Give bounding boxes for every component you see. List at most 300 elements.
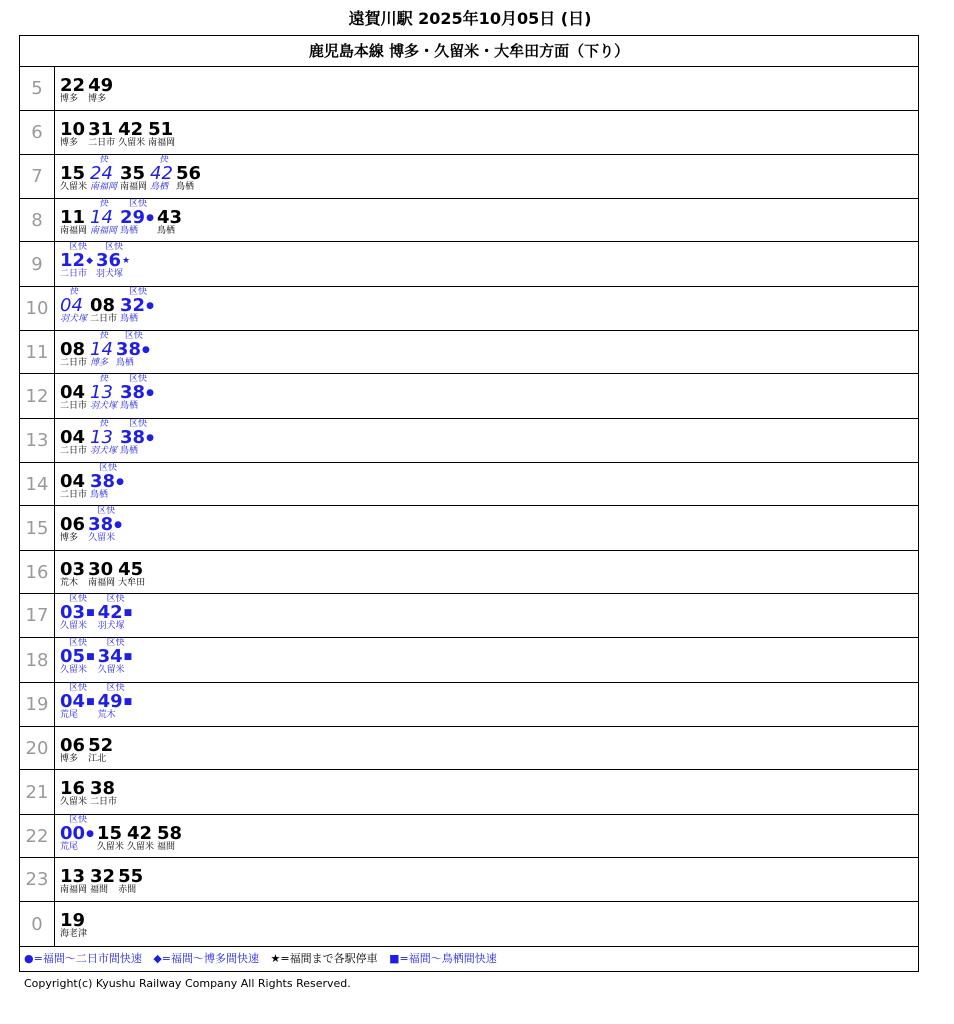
departure-minute bbox=[60, 735, 86, 756]
minute-value: 34 bbox=[97, 646, 123, 667]
rapid-mark-icon: ● bbox=[146, 388, 154, 398]
train-type: 区快 bbox=[106, 638, 125, 648]
minute-value: 52 bbox=[88, 735, 114, 756]
destination: 博多 bbox=[60, 94, 79, 104]
minute-value: 49 bbox=[88, 75, 114, 96]
destination: 南福岡 bbox=[60, 226, 88, 236]
destination: 南福岡 bbox=[90, 226, 118, 236]
departure-minute bbox=[120, 163, 147, 184]
destination: 久留米 bbox=[60, 182, 88, 192]
minute-value: 06 bbox=[60, 735, 86, 756]
minute-value: 38 bbox=[90, 778, 116, 799]
destination: 荒木 bbox=[97, 710, 116, 720]
train-entry[interactable] bbox=[96, 242, 130, 281]
departure-minute bbox=[88, 75, 114, 96]
train-list bbox=[55, 331, 153, 373]
hour-label: 16 bbox=[20, 551, 55, 593]
destination: 久留米 bbox=[60, 797, 88, 807]
destination: 福間 bbox=[90, 885, 109, 895]
minute-value: 00 bbox=[60, 823, 86, 844]
departure-minute bbox=[118, 559, 145, 580]
minute-value: 42 bbox=[97, 602, 123, 623]
minute-value: 38 bbox=[115, 339, 141, 360]
destination: 博多 bbox=[60, 533, 79, 543]
minute-value: 10 bbox=[60, 119, 86, 140]
minute-value: 45 bbox=[118, 559, 144, 580]
train-entry[interactable] bbox=[88, 111, 115, 150]
minute-value: 55 bbox=[118, 866, 144, 887]
train-list bbox=[55, 199, 185, 241]
train-type: 区快 bbox=[106, 594, 125, 604]
hour-label: 5 bbox=[20, 67, 55, 110]
departure-minute bbox=[60, 75, 86, 96]
hour-label: 7 bbox=[20, 155, 55, 198]
minute-value: 38 bbox=[120, 382, 146, 403]
minute-value: 08 bbox=[90, 295, 116, 316]
train-entry[interactable] bbox=[118, 858, 143, 897]
departure-minute bbox=[88, 735, 114, 756]
train-entry[interactable] bbox=[60, 199, 87, 238]
destination: 江北 bbox=[88, 754, 107, 764]
train-type: 区快 bbox=[97, 506, 116, 516]
hour-row bbox=[20, 463, 918, 506]
hour-label: 13 bbox=[20, 419, 55, 462]
hour-row bbox=[20, 594, 918, 638]
destination: 南福岡 bbox=[88, 578, 116, 588]
destination: 博多 bbox=[88, 94, 107, 104]
hour-row bbox=[20, 199, 918, 242]
minute-value: 04 bbox=[60, 295, 83, 316]
destination: 二日市 bbox=[60, 269, 88, 279]
hour-row bbox=[20, 506, 918, 551]
train-list bbox=[55, 242, 133, 286]
rapid-mark-icon: ■ bbox=[86, 608, 95, 618]
rapid-mark-icon: ● bbox=[86, 829, 94, 839]
rapid-mark-icon: ■ bbox=[123, 652, 133, 662]
minute-value: 14 bbox=[90, 339, 113, 360]
hour-label: 23 bbox=[20, 858, 55, 901]
destination: 南福岡 bbox=[60, 885, 88, 895]
train-entry[interactable] bbox=[88, 551, 115, 590]
destination: 鳥栖 bbox=[120, 401, 139, 411]
minute-value: 49 bbox=[97, 691, 123, 712]
train-list bbox=[55, 683, 135, 726]
timetable bbox=[19, 35, 919, 972]
minute-value: 42 bbox=[126, 823, 152, 844]
minute-value: 32 bbox=[120, 295, 146, 316]
train-list bbox=[55, 551, 148, 593]
rapid-mark-icon: ★ bbox=[122, 256, 131, 266]
rapid-mark-icon: ● bbox=[141, 345, 150, 355]
departure-minute bbox=[60, 514, 86, 535]
minute-value: 13 bbox=[90, 427, 113, 448]
train-entry[interactable] bbox=[90, 374, 117, 413]
hour-label: 6 bbox=[20, 111, 55, 154]
hour-row bbox=[20, 419, 918, 463]
train-list bbox=[55, 67, 116, 110]
train-entry[interactable] bbox=[60, 551, 85, 590]
train-type: 区快 bbox=[69, 683, 88, 693]
minute-value: 42 bbox=[118, 119, 144, 140]
train-entry[interactable] bbox=[60, 770, 87, 809]
departure-minute bbox=[60, 559, 86, 580]
train-list bbox=[55, 463, 127, 505]
minute-value: 04 bbox=[60, 427, 86, 448]
train-list bbox=[55, 727, 116, 769]
departure-minute bbox=[90, 382, 117, 403]
train-list bbox=[55, 638, 135, 682]
train-entry[interactable] bbox=[60, 331, 87, 370]
minute-value: 11 bbox=[60, 207, 86, 228]
destination: 南福岡 bbox=[90, 182, 118, 192]
train-list bbox=[55, 111, 178, 154]
train-type: 区快 bbox=[124, 331, 143, 341]
departure-minute bbox=[88, 514, 122, 535]
departure-minute bbox=[60, 823, 94, 844]
hour-row bbox=[20, 902, 918, 947]
minute-value: 38 bbox=[90, 471, 116, 492]
departure-minute bbox=[60, 602, 95, 623]
train-entry[interactable] bbox=[120, 374, 154, 413]
hour-row bbox=[20, 770, 918, 815]
minute-value: 38 bbox=[88, 514, 114, 535]
departure-minute bbox=[120, 427, 154, 448]
train-entry[interactable] bbox=[60, 902, 87, 941]
departure-minute bbox=[90, 427, 117, 448]
train-entry[interactable] bbox=[90, 463, 124, 502]
hour-row bbox=[20, 155, 918, 199]
departure-minute bbox=[97, 646, 133, 667]
destination: 荒木 bbox=[60, 578, 79, 588]
minute-value: 38 bbox=[120, 427, 146, 448]
train-entry[interactable] bbox=[88, 506, 122, 545]
rapid-mark-icon: ■ bbox=[123, 608, 133, 618]
departure-minute bbox=[96, 823, 124, 844]
departure-minute bbox=[90, 339, 113, 360]
train-entry[interactable] bbox=[60, 594, 95, 633]
departure-minute bbox=[120, 207, 154, 228]
train-type: 快 bbox=[159, 155, 169, 165]
train-entry[interactable] bbox=[60, 683, 95, 722]
train-entry[interactable] bbox=[150, 155, 173, 194]
train-list bbox=[55, 419, 157, 462]
legend bbox=[20, 947, 918, 971]
hour-row bbox=[20, 638, 918, 683]
train-type: 区快 bbox=[69, 242, 88, 252]
minute-value: 13 bbox=[90, 382, 113, 403]
hour-row bbox=[20, 242, 918, 287]
departure-minute bbox=[118, 866, 144, 887]
destination: 二日市 bbox=[60, 401, 88, 411]
destination: 久留米 bbox=[88, 533, 116, 543]
train-entry[interactable] bbox=[98, 594, 133, 633]
departure-minute bbox=[90, 471, 124, 492]
departure-minute bbox=[88, 119, 115, 140]
departure-minute bbox=[60, 382, 87, 403]
departure-minute bbox=[60, 471, 87, 492]
departure-minute bbox=[115, 339, 150, 360]
minute-value: 04 bbox=[60, 691, 86, 712]
minute-value: 15 bbox=[60, 163, 86, 184]
train-entry[interactable] bbox=[118, 111, 145, 150]
departure-minute bbox=[126, 823, 154, 844]
destination: 久留米 bbox=[60, 665, 88, 675]
destination: 羽犬塚 bbox=[97, 621, 125, 631]
destination: 久留米 bbox=[60, 621, 88, 631]
legend-diamond-rapid: ◆=福間～博多間快速 bbox=[153, 952, 260, 965]
train-type: 快 bbox=[99, 155, 109, 165]
destination: 二日市 bbox=[60, 490, 88, 500]
train-entry[interactable] bbox=[97, 815, 124, 854]
minute-value: 15 bbox=[96, 823, 122, 844]
destination: 荒尾 bbox=[60, 710, 79, 720]
departure-minute bbox=[60, 163, 87, 184]
departure-minute bbox=[97, 691, 133, 712]
minute-value: 35 bbox=[120, 163, 146, 184]
minute-value: 32 bbox=[90, 866, 116, 887]
minute-value: 51 bbox=[148, 119, 174, 140]
destination: 久留米 bbox=[97, 665, 125, 675]
departure-minute bbox=[60, 427, 87, 448]
hour-label: 15 bbox=[20, 506, 55, 550]
train-entry[interactable] bbox=[118, 551, 145, 590]
hour-row bbox=[20, 374, 918, 419]
train-entry[interactable] bbox=[157, 199, 182, 238]
train-type: 区快 bbox=[69, 815, 88, 825]
minute-value: 12 bbox=[60, 250, 86, 271]
destination: 羽犬塚 bbox=[60, 314, 88, 324]
departure-minute bbox=[156, 207, 183, 228]
hour-label: 9 bbox=[20, 242, 55, 286]
minute-value: 29 bbox=[120, 207, 146, 228]
destination: 鳥栖 bbox=[120, 446, 139, 456]
train-entry[interactable] bbox=[60, 506, 85, 545]
destination: 羽犬塚 bbox=[90, 446, 118, 456]
train-entry[interactable] bbox=[60, 419, 87, 458]
rapid-mark-icon: ■ bbox=[86, 697, 95, 707]
train-list bbox=[55, 770, 120, 814]
departure-minute bbox=[60, 207, 87, 228]
departure-minute bbox=[120, 382, 154, 403]
rapid-mark-icon: ◆ bbox=[86, 256, 93, 266]
destination: 南福岡 bbox=[148, 138, 176, 148]
train-entry[interactable] bbox=[60, 858, 87, 897]
hour-label: 0 bbox=[20, 902, 55, 946]
destination: 二日市 bbox=[88, 138, 116, 148]
train-entry[interactable] bbox=[60, 111, 85, 150]
train-entry[interactable] bbox=[127, 815, 154, 854]
train-entry[interactable] bbox=[60, 374, 87, 413]
train-type: 快 bbox=[69, 287, 79, 297]
destination: 福間 bbox=[156, 842, 175, 852]
minute-value: 14 bbox=[90, 207, 113, 228]
destination: 鳥栖 bbox=[175, 182, 194, 192]
minute-value: 58 bbox=[156, 823, 183, 844]
hour-row bbox=[20, 551, 918, 594]
minute-value: 30 bbox=[88, 559, 114, 580]
train-entry[interactable] bbox=[98, 638, 133, 677]
train-entry[interactable] bbox=[120, 199, 154, 238]
minute-value: 08 bbox=[60, 339, 86, 360]
minute-value: 43 bbox=[156, 207, 183, 228]
destination: 久留米 bbox=[96, 842, 124, 852]
train-type: 区快 bbox=[129, 419, 148, 429]
hour-row bbox=[20, 331, 918, 374]
hour-label: 12 bbox=[20, 374, 55, 418]
destination: 荒尾 bbox=[60, 842, 79, 852]
destination: 博多 bbox=[90, 358, 109, 368]
hour-label: 10 bbox=[20, 287, 55, 330]
destination: 鳥栖 bbox=[120, 314, 139, 324]
train-type: 区快 bbox=[106, 683, 125, 693]
departure-minute bbox=[118, 119, 145, 140]
minute-value: 05 bbox=[60, 646, 86, 667]
train-entry[interactable] bbox=[90, 419, 117, 458]
rapid-mark-icon: ■ bbox=[86, 652, 95, 662]
train-entry[interactable] bbox=[116, 331, 150, 370]
train-type: 区快 bbox=[69, 638, 88, 648]
train-entry[interactable] bbox=[60, 287, 87, 326]
train-type: 快 bbox=[99, 419, 109, 429]
train-entry[interactable] bbox=[90, 858, 115, 897]
rapid-mark-icon: ■ bbox=[123, 697, 133, 707]
train-list bbox=[55, 858, 146, 901]
train-list bbox=[55, 902, 90, 946]
train-type: 区快 bbox=[99, 463, 118, 473]
departure-minute bbox=[148, 119, 175, 140]
departure-minute bbox=[60, 250, 93, 271]
train-entry[interactable] bbox=[90, 199, 117, 238]
departure-minute bbox=[60, 295, 87, 316]
rapid-mark-icon: ● bbox=[114, 520, 122, 530]
departure-minute bbox=[60, 866, 87, 887]
departure-minute bbox=[175, 163, 202, 184]
train-entry[interactable] bbox=[60, 638, 95, 677]
page-title: 遠賀川駅 2025年10月05日 (日) bbox=[348, 9, 592, 28]
departure-minute bbox=[90, 866, 116, 887]
destination: 羽犬塚 bbox=[95, 269, 123, 279]
minute-value: 19 bbox=[60, 910, 86, 931]
train-entry[interactable] bbox=[120, 155, 147, 194]
destination: 海老津 bbox=[60, 929, 88, 939]
departure-minute bbox=[150, 163, 173, 184]
departure-minute bbox=[60, 910, 87, 931]
hour-label: 18 bbox=[20, 638, 55, 682]
minute-value: 24 bbox=[90, 163, 113, 184]
train-entry[interactable] bbox=[148, 111, 175, 150]
train-entry[interactable] bbox=[120, 287, 154, 326]
minute-value: 56 bbox=[175, 163, 202, 184]
train-type: 区快 bbox=[104, 242, 123, 252]
train-entry[interactable] bbox=[90, 770, 117, 809]
hour-row bbox=[20, 287, 918, 331]
train-entry[interactable] bbox=[60, 155, 87, 194]
minute-value: 03 bbox=[60, 559, 86, 580]
destination: 鳥栖 bbox=[120, 226, 139, 236]
departure-minute bbox=[88, 559, 115, 580]
train-list bbox=[55, 155, 204, 198]
train-entry[interactable] bbox=[120, 419, 154, 458]
departure-minute bbox=[97, 602, 133, 623]
rapid-mark-icon: ● bbox=[146, 301, 154, 311]
destination: 鳥栖 bbox=[90, 490, 109, 500]
hour-row bbox=[20, 683, 918, 727]
rapid-mark-icon: ● bbox=[146, 433, 154, 443]
minute-value: 03 bbox=[60, 602, 86, 623]
destination: 二日市 bbox=[60, 358, 88, 368]
departure-minute bbox=[60, 339, 87, 360]
train-entry[interactable] bbox=[98, 683, 133, 722]
train-entry[interactable] bbox=[90, 287, 117, 326]
train-type: 快 bbox=[99, 199, 109, 209]
minute-value: 36 bbox=[95, 250, 122, 271]
departure-minute bbox=[90, 295, 117, 316]
copyright: Copyright(c) Kyushu Railway Company All Rights Reserved. bbox=[24, 977, 351, 990]
hour-label: 22 bbox=[20, 815, 55, 857]
train-type: 快 bbox=[99, 374, 109, 384]
departure-minute bbox=[60, 646, 95, 667]
hour-label: 19 bbox=[20, 683, 55, 726]
rapid-mark-icon: ● bbox=[146, 213, 154, 223]
train-entry[interactable] bbox=[90, 155, 117, 194]
departure-minute bbox=[120, 295, 154, 316]
minute-value: 04 bbox=[60, 382, 86, 403]
train-list bbox=[55, 287, 157, 330]
train-entry[interactable] bbox=[176, 155, 201, 194]
train-entry[interactable] bbox=[88, 727, 113, 766]
destination: 久留米 bbox=[126, 842, 154, 852]
departure-minute bbox=[90, 207, 117, 228]
minute-value: 06 bbox=[60, 514, 86, 535]
destination: 二日市 bbox=[90, 314, 118, 324]
hour-row bbox=[20, 858, 918, 902]
destination: 赤間 bbox=[118, 885, 137, 895]
hour-label: 11 bbox=[20, 331, 55, 373]
destination: 大牟田 bbox=[118, 578, 146, 588]
legend-star-local: ★=福間まで各駅停車 bbox=[270, 952, 378, 965]
train-entry[interactable] bbox=[88, 67, 113, 106]
train-list bbox=[55, 506, 125, 550]
destination: 久留米 bbox=[118, 138, 146, 148]
destination: 鳥栖 bbox=[115, 358, 134, 368]
hour-label: 20 bbox=[20, 727, 55, 769]
destination: 博多 bbox=[60, 138, 79, 148]
train-entry[interactable] bbox=[60, 727, 85, 766]
minute-value: 04 bbox=[60, 471, 86, 492]
legend-circle-rapid: ●=福間～二日市間快速 bbox=[24, 952, 142, 965]
hour-row bbox=[20, 815, 918, 858]
hour-row bbox=[20, 67, 918, 111]
departure-minute bbox=[90, 163, 117, 184]
train-list bbox=[55, 374, 157, 418]
departure-minute bbox=[60, 119, 86, 140]
minute-value: 42 bbox=[150, 163, 173, 184]
train-type: 区快 bbox=[129, 374, 148, 384]
destination: 二日市 bbox=[60, 446, 88, 456]
train-entry[interactable] bbox=[60, 815, 94, 854]
line-header: 鹿児島本線 博多・久留米・大牟田方面（下り） bbox=[20, 36, 918, 67]
train-list bbox=[55, 815, 185, 857]
train-entry[interactable] bbox=[60, 463, 87, 502]
destination: 南福岡 bbox=[120, 182, 148, 192]
train-entry[interactable] bbox=[157, 815, 182, 854]
train-entry[interactable] bbox=[90, 331, 113, 370]
train-entry[interactable] bbox=[60, 67, 85, 106]
destination: 二日市 bbox=[90, 797, 118, 807]
hour-row bbox=[20, 727, 918, 770]
minute-value: 31 bbox=[88, 119, 114, 140]
train-entry[interactable] bbox=[60, 242, 93, 281]
